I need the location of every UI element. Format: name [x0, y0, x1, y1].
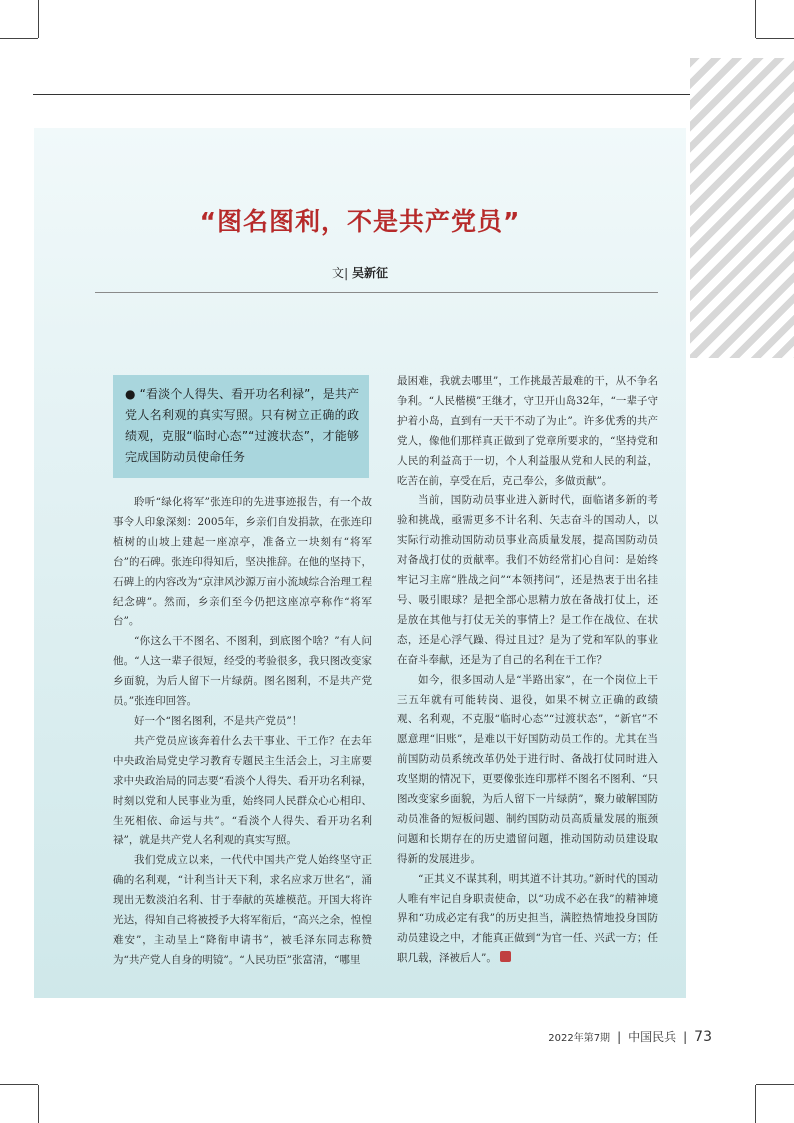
title-divider — [95, 292, 658, 293]
crop-mark — [38, 1085, 39, 1123]
author-name: 吴新征 — [351, 266, 388, 280]
paragraph: 聆听“绿化将军”张连印的先进事迹报告，有一个故事令人印象深刻：2005年，乡亲们自发捐款，在张连印植树的山坡上建起一座凉亭，准备立一块刻有“将军台”的石碑。张连印得知后，坚决推辞。在他的坚持下，石碑上的内容改为“京津风沙源万亩小流域综合治理工程纪念碑”。然而，乡亲们至今仍把这座凉亭称作“将军台”。 — [113, 496, 372, 628]
crop-mark — [756, 1084, 794, 1085]
crop-mark — [755, 0, 756, 38]
article-title: “图名图利，不是共产党员” — [199, 207, 521, 236]
crop-mark — [755, 1085, 756, 1123]
pull-quote: ● “看淡个人得失、看开功名利禄”，是共产党人名利观的真实写照。只有树立正确的政绩观，克服“临时心态”“过渡状态”，才能够完成国防动员使命任务 — [113, 375, 369, 478]
paragraph: 如今，很多国动人是“半路出家”，在一个岗位上干三五年就有可能转岗、退役，如果不树立正确的政绩观、名利观，不克服“临时心态”“过渡状态”，“新官”不愿意理“旧账”，是难以干好国防动员工作的。尤其在当前国防动员系统改革仍处于进行时、备战打仗同时进入攻坚期的情况下，更要像张连印那样不图名不图利、“只图改变家乡面貌，为后人留下一片绿荫”，聚力破解国防动员准备的短板问题、制约国防动员高质量发展的瓶颈问题和长期存在的历史遗留问题，推动国防动员建设取得新的发展进步。 — [397, 673, 658, 865]
byline-prefix: 文 — [332, 266, 345, 280]
issue-label: 2022年第7期 — [548, 1033, 611, 1044]
paragraph — [397, 870, 658, 970]
paragraph: 我们党成立以来，一代代中国共产党人始终坚守正确的名利观，“计利当计天下利，求名应求万世名”，涌现出无数淡泊名利、甘于奉献的英雄模范。开国大将许光达，得知自己将被授予大将军衔后，“高兴之余，惶惶难安”，主动呈上“降衔申请书”，被毛泽东同志称赞为“共产党人自身的明镜”。“人民功臣”张富清，“哪里 — [113, 854, 372, 966]
page-number: 73 — [694, 1028, 712, 1045]
footer-separator: | — [683, 1029, 688, 1044]
byline-separator: | — [344, 266, 349, 280]
footer-separator: | — [617, 1029, 622, 1044]
left-column — [113, 493, 372, 971]
paragraph: “你这么干不图名、不图利，到底图个啥？”有人问他。“人这一辈子很短，经受的考验很多，我只图改变家乡面貌，为后人留下一片绿荫。图名图利，不是共产党员。”张连印回答。 — [113, 635, 372, 708]
crop-mark — [38, 0, 39, 38]
paragraph: 当前，国防动员事业进入新时代，面临诸多新的考验和挑战，亟需更多不计名利、矢志奋斗的国动人，以实际行动推动国防动员事业高质量发展，提高国防动员对备战打仗的贡献率。我们不妨经常扪心自问：是始终牢记习主席“胜战之问”“本领拷问”，还是热衷于出名挂号、吸引眼球？是把全部心思精力放在备战打仗上，还是放在其他与打仗无关的事情上？是工作在战位、在状态，还是心浮气躁、得过且过？是为了党和军队的事业在奋斗奉献，还是为了自己的名利在干工作？ — [397, 494, 658, 666]
page-footer — [548, 1028, 712, 1045]
magazine-name: 中国民兵 — [628, 1030, 677, 1044]
byline — [34, 264, 686, 281]
header-rule — [33, 94, 690, 95]
closing-text: “正其义不谋其利，明其道不计其功。”新时代的国动人唯有牢记自身职责使命，以“功成不必在我”的精神境界和“功成必定有我”的历史担当，满腔热情地投身国防动员建设之中，才能真正做到“为官一任、兴武一方；任职几载，泽被后人”。 — [397, 872, 658, 965]
right-column — [397, 372, 658, 969]
end-mark-icon — [500, 951, 511, 962]
crop-mark — [0, 1084, 38, 1085]
crop-mark — [756, 38, 794, 39]
crop-mark — [0, 38, 38, 39]
paragraph: 好一个“图名图利，不是共产党员”！ — [134, 714, 303, 727]
paragraph: 共产党员应该奔着什么去干事业、干工作？在去年中央政治局党史学习教育专题民主生活会上，习主席要求中央政治局的同志要“看淡个人得失、看开功名利禄，时刻以党和人民事业为重，始终同人民群众心心相印、生死相依、命运与共”。“看淡个人得失、看开功名利禄”，就是共产党人名利观的真实写照。 — [113, 734, 372, 847]
paragraph: 最困难，我就去哪里”，工作挑最苦最难的干，从不争名争利。“人民楷模”王继才，守卫开山岛32年，“一辈子守护着小岛，直到有一天干不动了为止”。许多优秀的共产党人，像他们那样真正做到了党章所要求的，“坚持党和人民的利益高于一切，个人利益服从党和人民的利益，吃苦在前，享受在后，克己奉公，多做贡献”。 — [397, 375, 658, 487]
decorative-stripes — [690, 58, 794, 358]
